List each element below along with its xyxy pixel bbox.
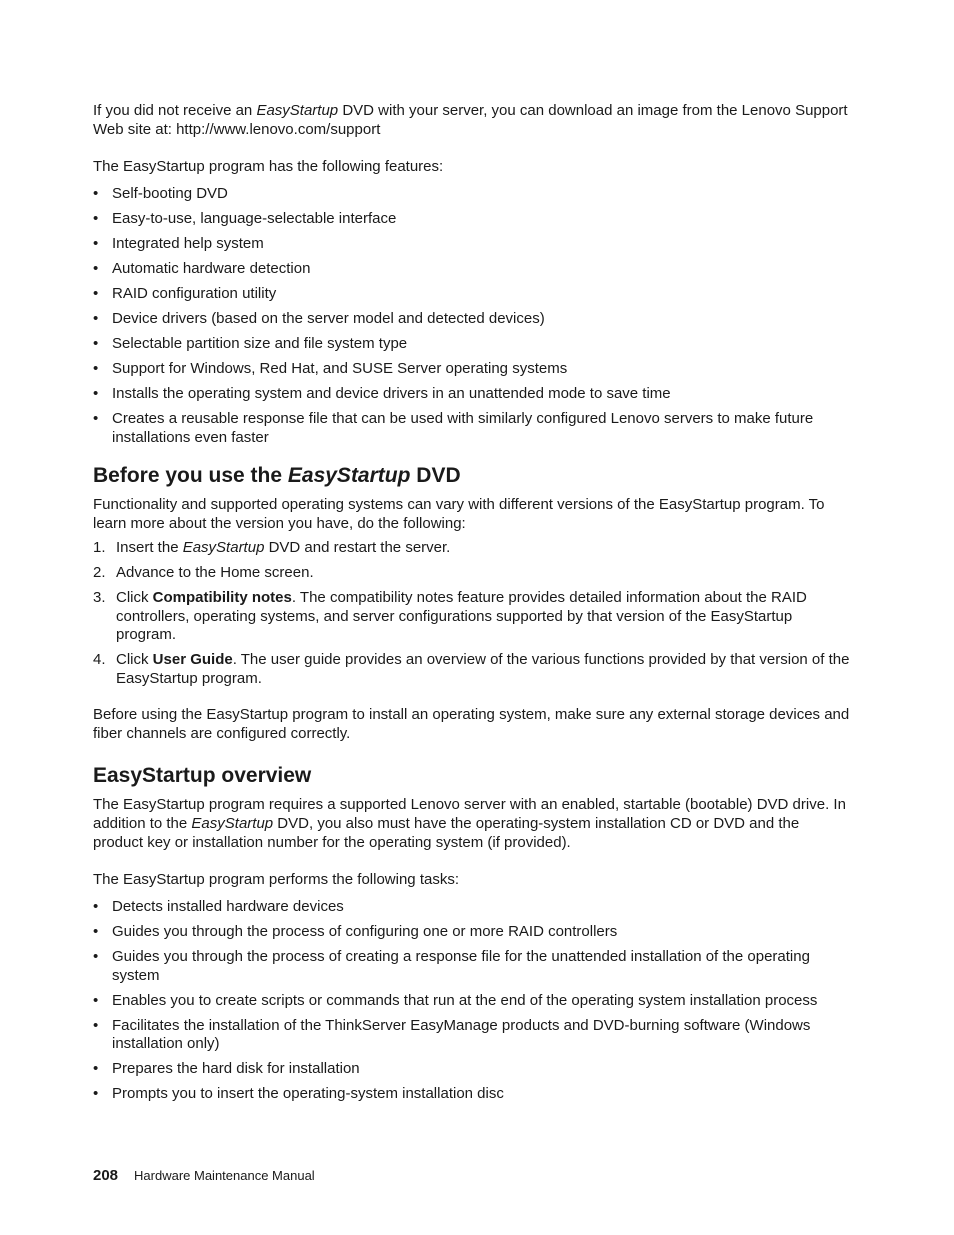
list-item: • RAID configuration utility bbox=[93, 285, 277, 302]
intro-paragraph-download: If you did not receive an EasyStartup DVD with your server, you can download an image from the Lenovo Support Web site at: http://www.lenovo.com/support bbox=[93, 102, 848, 138]
list-item: • Facilitates the installation of the ThinkServer EasyManage products and DVD-burning software (Windows installation only) bbox=[93, 1016, 811, 1052]
features-list bbox=[93, 185, 853, 447]
manual-title: Hardware Maintenance Manual bbox=[134, 1168, 315, 1183]
list-item: • Prompts you to insert the operating-system installation disc bbox=[93, 1085, 504, 1102]
list-item: • Detects installed hardware devices bbox=[93, 898, 344, 915]
step-item: 2. Advance to the Home screen. bbox=[93, 564, 314, 581]
page-number: 208 bbox=[93, 1167, 119, 1184]
section-heading-overview: EasyStartup overview bbox=[93, 764, 312, 787]
list-item: • Selectable partition size and file system type bbox=[93, 335, 408, 352]
page-footer bbox=[93, 1167, 315, 1185]
step-item: 1. Insert the EasyStartup DVD and restart the server. bbox=[93, 539, 451, 556]
steps-list bbox=[93, 539, 853, 688]
list-item: • Enables you to create scripts or commands that run at the end of the operating system installation process bbox=[93, 991, 818, 1009]
list-item: • Easy-to-use, language-selectable interface bbox=[93, 210, 397, 227]
list-item: • Creates a reusable response file that can be used with similarly configured Lenovo servers to make future installations even faster bbox=[93, 410, 814, 446]
overview-paragraph-requirements: The EasyStartup program requires a supported Lenovo server with an enabled, startable (bootable) DVD drive. In addition to the EasyStartup DVD, you also must have the operating-system installation CD or DVD and the product key or installation number for the operating system (if provided). bbox=[93, 796, 846, 851]
list-item: • Guides you through the process of configuring one or more RAID controllers bbox=[93, 923, 618, 940]
step-item: 3. Click Compatibility notes. The compatibility notes feature provides detailed information about the RAID controllers, operating systems, and server configurations supported by that version of the EasyStartup program. bbox=[93, 589, 807, 643]
before-paragraph-functionality: Functionality and supported operating systems can vary with different versions of the EasyStartup program. To learn more about the version you have, do the following: bbox=[93, 496, 825, 532]
overview-paragraph-tasks: The EasyStartup program performs the following tasks: bbox=[93, 871, 459, 888]
section-heading-before-you-use: Before you use the EasyStartup DVD bbox=[93, 464, 461, 487]
step-item: 4. Click User Guide. The user guide provides an overview of the various functions provided by that version of the EasyStartup program. bbox=[93, 651, 850, 687]
page-content bbox=[93, 101, 853, 1110]
list-item: • Self-booting DVD bbox=[93, 185, 228, 202]
before-paragraph-storage: Before using the EasyStartup program to install an operating system, make sure any external storage devices and fiber channels are configured correctly. bbox=[93, 706, 850, 742]
intro-paragraph-features: The EasyStartup program has the following features: bbox=[93, 158, 444, 175]
tasks-list bbox=[93, 898, 853, 1104]
list-item: • Automatic hardware detection bbox=[93, 260, 311, 277]
list-item: • Guides you through the process of creating a response file for the unattended installation of the operating system bbox=[93, 948, 810, 984]
list-item: • Installs the operating system and device drivers in an unattended mode to save time bbox=[93, 385, 671, 402]
list-item: • Integrated help system bbox=[93, 235, 264, 252]
list-item: • Support for Windows, Red Hat, and SUSE Server operating systems bbox=[93, 360, 568, 377]
list-item: • Device drivers (based on the server model and detected devices) bbox=[93, 310, 545, 327]
list-item: • Prepares the hard disk for installation bbox=[93, 1060, 360, 1077]
